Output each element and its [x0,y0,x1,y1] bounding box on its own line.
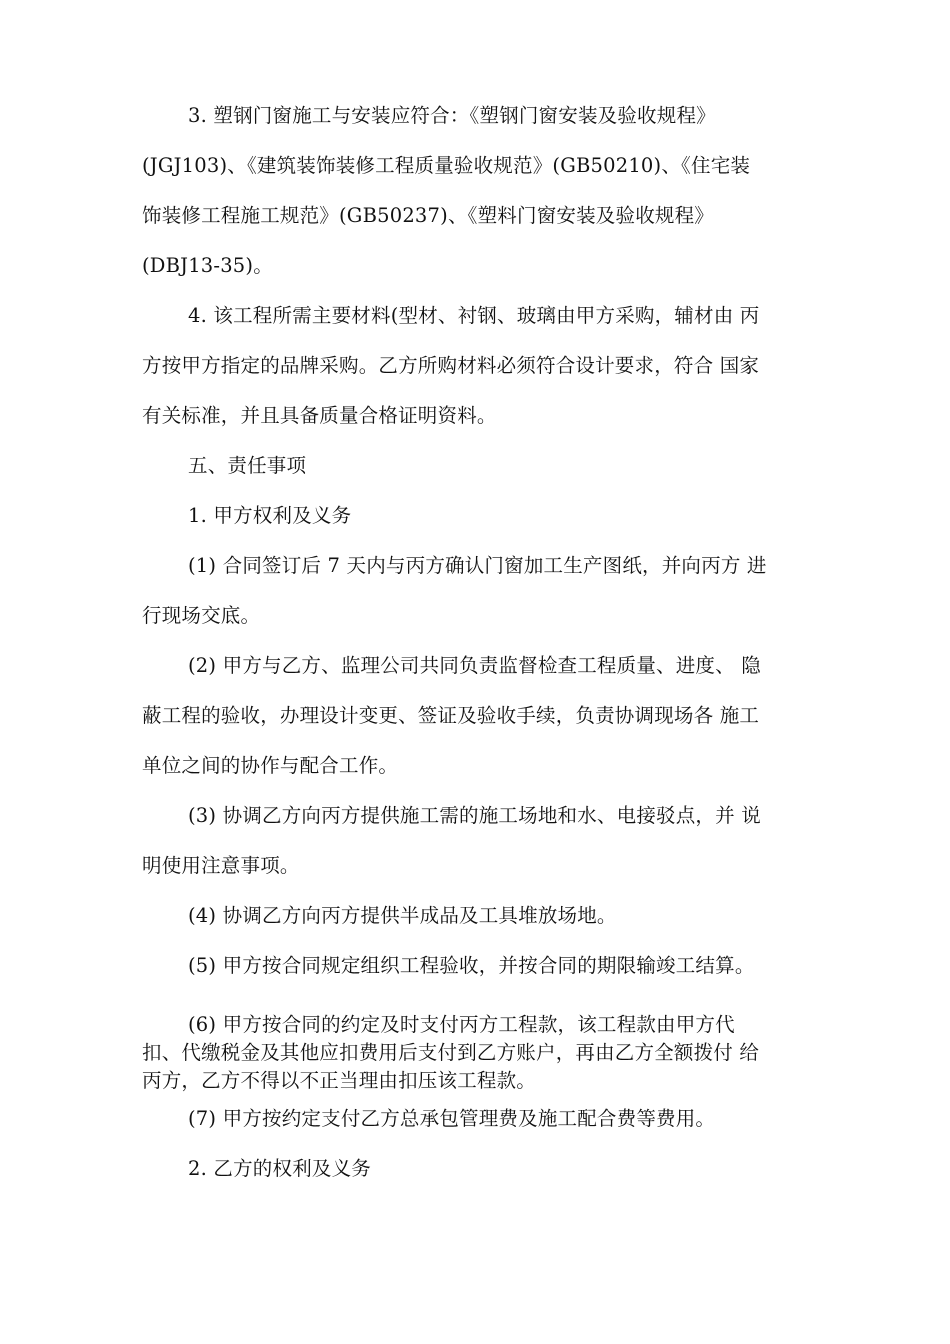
paragraph-4-line-2: 方按甲方指定的品牌采购。乙方所购材料必须符合设计要求，符合 国家 [142,354,760,377]
section-heading-responsibilities: 五、责任事项 [188,454,307,477]
item-5: (5) 甲方按合同规定组织工程验收，并按合同的期限输竣工结算。 [188,954,755,977]
item-2-line-3: 单位之间的协作与配合工作。 [142,754,399,777]
paragraph-4-line-3: 有关标准，并且具备质量合格证明资料。 [142,404,497,427]
paragraph-3-line-1: 3. 塑钢门窗施工与安装应符合：《塑钢门窗安装及验收规程》 [188,104,716,127]
item-2-line-1: (2) 甲方与乙方、监理公司共同负责监督检查工程质量、进度、 隐 [188,654,761,677]
item-6-line-3: 丙方，乙方不得以不正当理由扣压该工程款。 [142,1069,537,1092]
paragraph-3-line-2: (JGJ103)、《建筑装饰装修工程质量验收规范》(GB50210)、《住宅装 [142,154,751,177]
item-1-line-1: (1) 合同签订后 7 天内与丙方确认门窗加工生产图纸，并向丙方 进 [188,554,767,577]
item-6-line-1: (6) 甲方按合同的约定及时支付丙方工程款，该工程款由甲方代 [188,1013,735,1036]
item-6-line-2: 扣、代缴税金及其他应扣费用后支付到乙方账户，再由乙方全额拨付 给 [142,1041,760,1064]
subheading-party-b-rights: 2. 乙方的权利及义务 [188,1157,372,1180]
item-1-line-2: 行现场交底。 [142,604,261,627]
item-7: (7) 甲方按约定支付乙方总承包管理费及施工配合费等费用。 [188,1107,716,1130]
item-4: (4) 协调乙方向丙方提供半成品及工具堆放场地。 [188,904,617,927]
paragraph-4-line-1: 4. 该工程所需主要材料(型材、衬钢、玻璃由甲方采购，辅材由 丙 [188,304,760,327]
paragraph-3-line-4: (DBJ13-35)。 [142,254,273,277]
item-3-line-1: (3) 协调乙方向丙方提供施工需的施工场地和水、电接驳点，并 说 [188,804,761,827]
item-2-line-2: 蔽工程的验收，办理设计变更、签证及验收手续，负责协调现场各 施工 [142,704,760,727]
item-3-line-2: 明使用注意事项。 [142,854,300,877]
subheading-party-a-rights: 1. 甲方权利及义务 [188,504,352,527]
paragraph-3-line-3: 饰装修工程施工规范》(GB50237)、《塑料门窗安装及验收规程》 [142,204,715,227]
